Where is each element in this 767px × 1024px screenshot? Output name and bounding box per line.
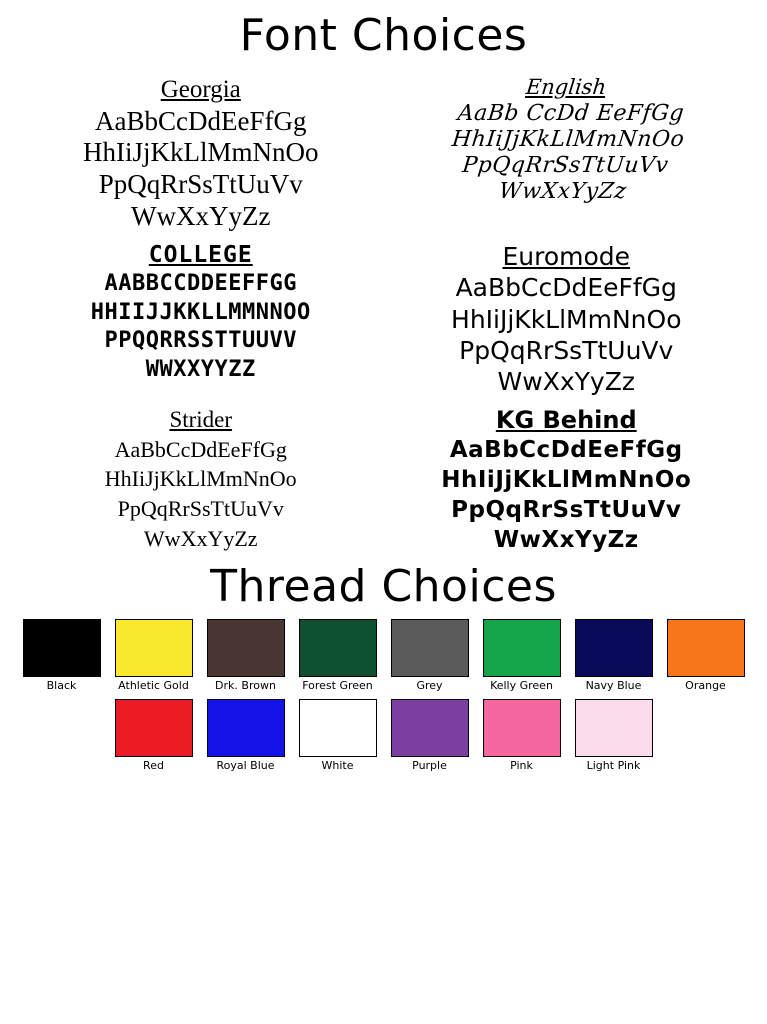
thread-swatch-red[interactable] xyxy=(115,699,193,773)
color-label: Pink xyxy=(510,759,533,773)
font-option-kg-behind[interactable] xyxy=(384,407,750,555)
color-chip[interactable] xyxy=(667,619,745,677)
font-sample-line: AaBbCcDdEeFfGg xyxy=(114,436,287,462)
font-sample-lines xyxy=(384,436,750,556)
font-sample-line: PpQqRrSsTtUuVv xyxy=(98,169,303,200)
color-chip[interactable] xyxy=(299,619,377,677)
color-label: Black xyxy=(46,679,77,693)
thread-swatch-navy-blue[interactable] xyxy=(575,619,653,693)
font-sample-line: WwXxYyZz xyxy=(493,526,639,553)
font-sample-line: HhIiJjKkLlMmNnOo xyxy=(451,304,682,334)
thread-swatch-forest-green[interactable] xyxy=(299,619,377,693)
font-sample-line: AaBbCcDdEeFfGg xyxy=(449,436,683,463)
color-chip[interactable] xyxy=(575,619,653,677)
font-name-label: Georgia xyxy=(160,76,241,103)
thread-swatch-kelly-green[interactable] xyxy=(483,619,561,693)
color-label: Athletic Gold xyxy=(118,679,189,693)
font-sample-line: WwXxYyZz xyxy=(497,367,635,397)
color-label: Grey xyxy=(416,679,443,693)
font-sample-line: PpQqRrSsTtUuVv xyxy=(459,335,674,365)
font-sample-line: WWXXYYZZ xyxy=(145,357,256,383)
color-chip[interactable] xyxy=(115,699,193,757)
font-sample-line: HhIiJjKkLlMmNnOo xyxy=(450,127,686,153)
thread-swatch-purple[interactable] xyxy=(391,699,469,773)
color-label: Royal Blue xyxy=(216,759,275,773)
font-name-label: Euromode xyxy=(502,241,631,271)
font-sample-line: PpQqRrSsTtUuVv xyxy=(117,496,284,522)
font-sample-line: HhIiJjKkLlMmNnOo xyxy=(104,466,297,492)
color-chip[interactable] xyxy=(207,619,285,677)
color-label: Forest Green xyxy=(302,679,373,693)
thread-swatch-dark-brown[interactable] xyxy=(207,619,285,693)
color-chip[interactable] xyxy=(483,699,561,757)
color-label: Kelly Green xyxy=(490,679,553,693)
thread-swatch-white[interactable] xyxy=(299,699,377,773)
color-label: Red xyxy=(143,759,164,773)
thread-swatch-pink[interactable] xyxy=(483,699,561,773)
thread-swatch-royal-blue[interactable] xyxy=(207,699,285,773)
thread-swatch-athletic-gold[interactable] xyxy=(115,619,193,693)
font-sample-line: PpQqRrSsTtUuVv xyxy=(460,153,670,178)
color-chip[interactable] xyxy=(391,619,469,677)
thread-choices-section xyxy=(0,559,767,772)
color-label: Navy Blue xyxy=(585,679,642,693)
font-option-georgia[interactable] xyxy=(18,76,384,233)
color-label: Light Pink xyxy=(586,759,641,773)
thread-swatch-orange[interactable] xyxy=(667,619,745,693)
color-chip[interactable] xyxy=(575,699,653,757)
color-chip[interactable] xyxy=(299,699,377,757)
font-sample-line: HhIiJjKkLlMmNnOo xyxy=(83,137,319,168)
page-title-threads: Thread Choices xyxy=(210,561,557,613)
font-name-label: KG Behind xyxy=(495,406,637,435)
color-label: Orange xyxy=(685,679,726,693)
color-chip[interactable] xyxy=(115,619,193,677)
color-chip[interactable] xyxy=(23,619,101,677)
font-name-label: COLLEGE xyxy=(148,241,253,268)
color-chip[interactable] xyxy=(483,619,561,677)
page-title-fonts: Font Choices xyxy=(239,10,528,61)
font-option-euromode[interactable] xyxy=(384,243,750,398)
color-label: White xyxy=(321,759,354,773)
font-name-label: Strider xyxy=(169,407,233,433)
font-name-label: English xyxy=(525,75,608,99)
font-sample-lines xyxy=(18,106,384,233)
font-option-english[interactable] xyxy=(384,76,750,233)
font-sample-line: AaBbCcDdEeFfGg xyxy=(455,273,677,303)
color-label: Drk. Brown xyxy=(215,679,276,693)
font-sample-line: HhIiJjKkLlMmNnOo xyxy=(441,466,692,493)
color-label: Purple xyxy=(412,759,447,773)
thread-swatch-row-1 xyxy=(0,619,767,693)
thread-swatch-light-pink[interactable] xyxy=(575,699,653,773)
font-sample-line: HHIIJJKKLLMMNNOO xyxy=(90,299,311,325)
font-sample-line: WwXxYyZz xyxy=(497,178,628,204)
font-sample-lines xyxy=(384,272,750,397)
font-sample-lines xyxy=(18,435,384,554)
font-option-college[interactable] xyxy=(18,243,384,398)
font-sample-lines xyxy=(18,270,384,384)
color-chip[interactable] xyxy=(391,699,469,757)
font-sample-line: PPQQRRSSTTUUVV xyxy=(104,328,297,354)
thread-swatch-grey[interactable] xyxy=(391,619,469,693)
thread-swatch-row-2 xyxy=(0,699,767,773)
color-chip[interactable] xyxy=(207,699,285,757)
font-sample-line: AaBbCcDdEeFfGg xyxy=(95,105,307,136)
font-sample-lines xyxy=(378,101,754,205)
font-options-grid xyxy=(0,76,767,555)
font-sample-line: AaBb CcDd EeFfGg xyxy=(455,101,685,127)
thread-swatch-black[interactable] xyxy=(23,619,101,693)
font-sample-line: WwXxYyZz xyxy=(131,201,271,232)
font-option-strider[interactable] xyxy=(18,407,384,555)
font-sample-line: WwXxYyZz xyxy=(143,525,258,551)
font-sample-line: AABBCCDDEEFFGG xyxy=(104,271,297,297)
font-sample-line: PpQqRrSsTtUuVv xyxy=(451,496,682,523)
